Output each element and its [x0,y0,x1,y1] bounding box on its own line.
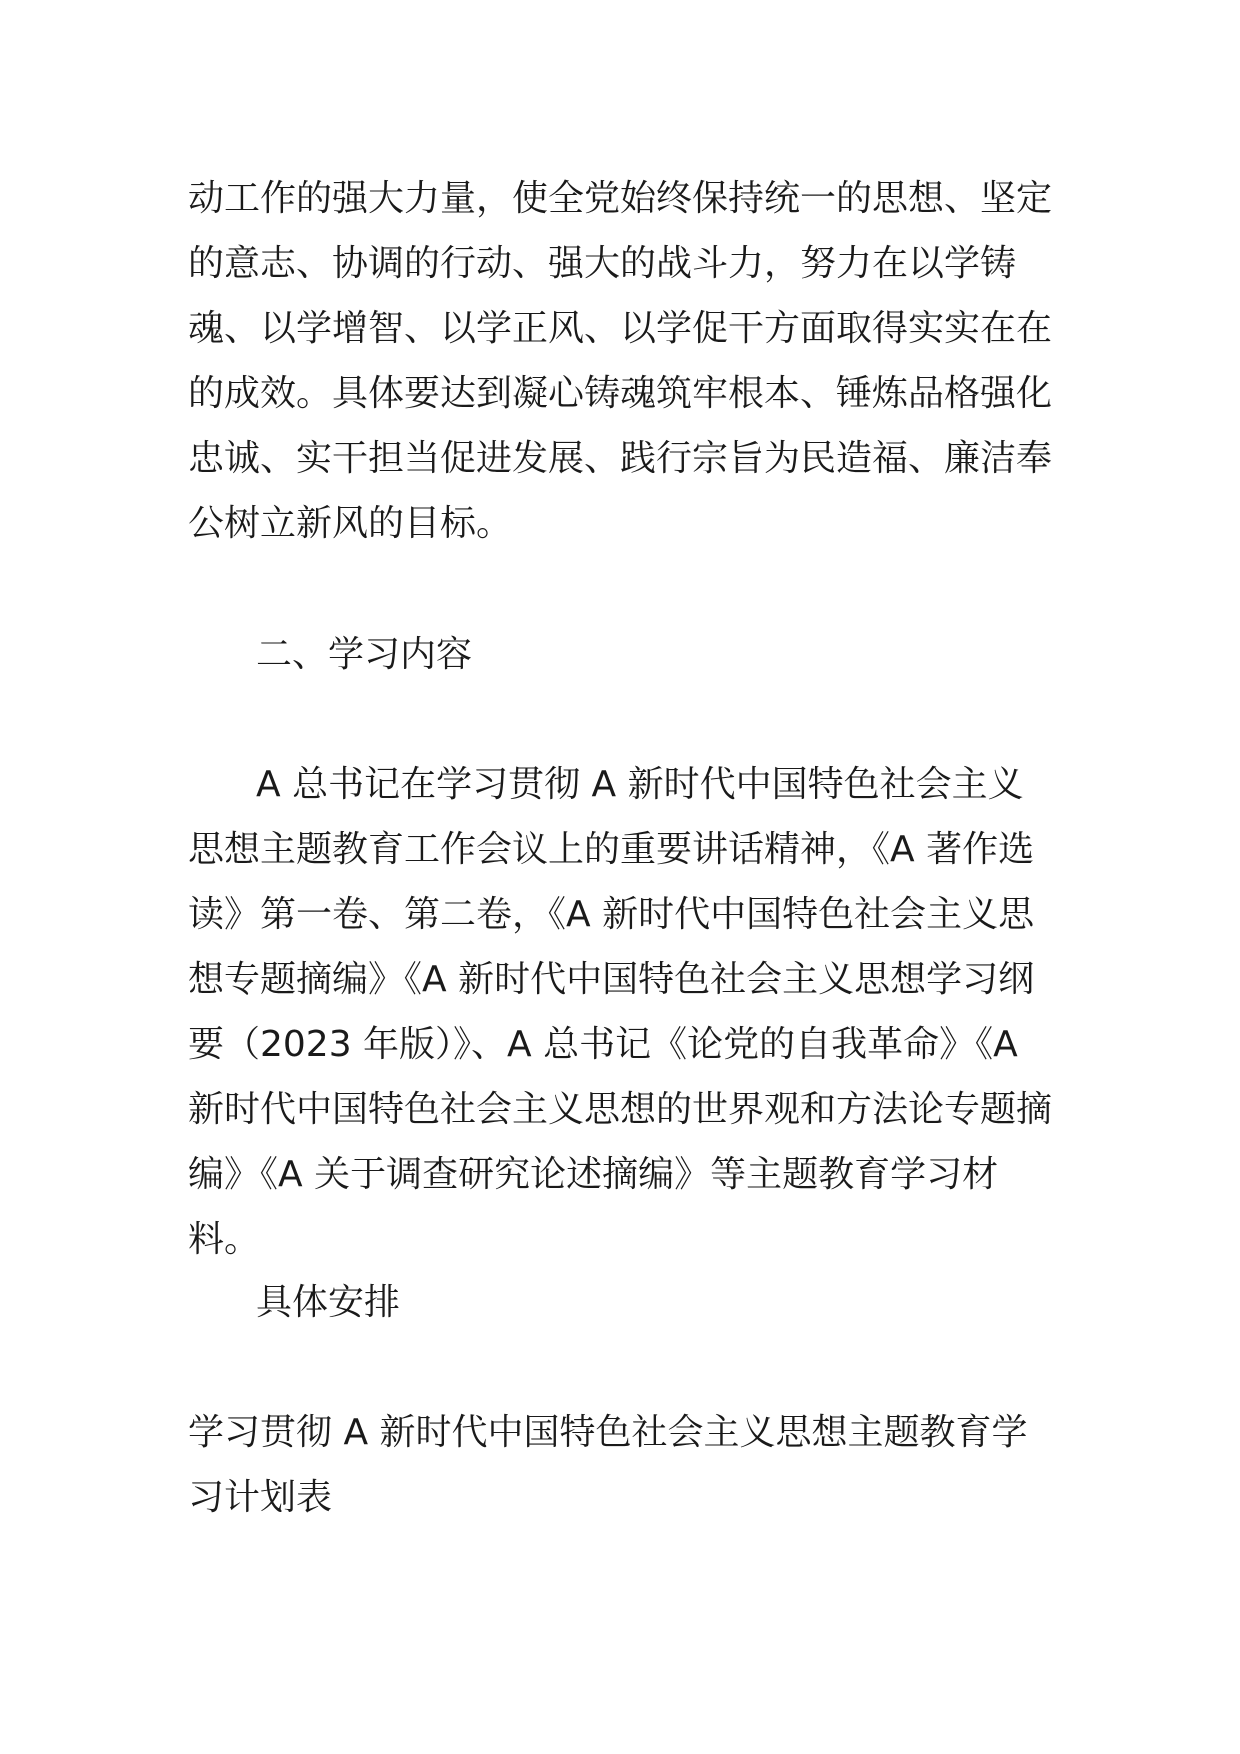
subheading-specific-arrangement: 具体安排 [256,1282,401,1323]
section-heading-study-content: 二、学习内容 [256,634,473,675]
paragraph-study-content: A 总书记在学习贯彻 A 新时代中国特色社会主义思想主题教育工作会议上的重要讲话精神，《A 著作选读》第一卷、第二卷，《A 新时代中国特色社会主义思想专题摘编》《A 新时代中国特色社会主义思想学习纲要（2023 年版）》、A 总书记《论党的自我革命》《A 新时代中国特色社会主义思想的世界观和方法论专题摘编》《A 关于调查研究论述摘编》等主题教育学习材料。 [188,764,1053,1260]
paragraph-goals-continued: 动工作的强大力量，使全党始终保持统一的思想、坚定的意志、协调的行动、强大的战斗力，努力在以学铸魂、以学增智、以学正风、以学促干方面取得实实在在的成效。具体要达到凝心铸魂筑牢根本、锤炼品格强化忠诚、实干担当促进发展、践行宗旨为民造福、廉洁奉公树立新风的目标。 [188,178,1053,544]
plan-table-title: 学习贯彻 A 新时代中国特色社会主义思想主题教育学习计划表 [188,1412,1028,1518]
